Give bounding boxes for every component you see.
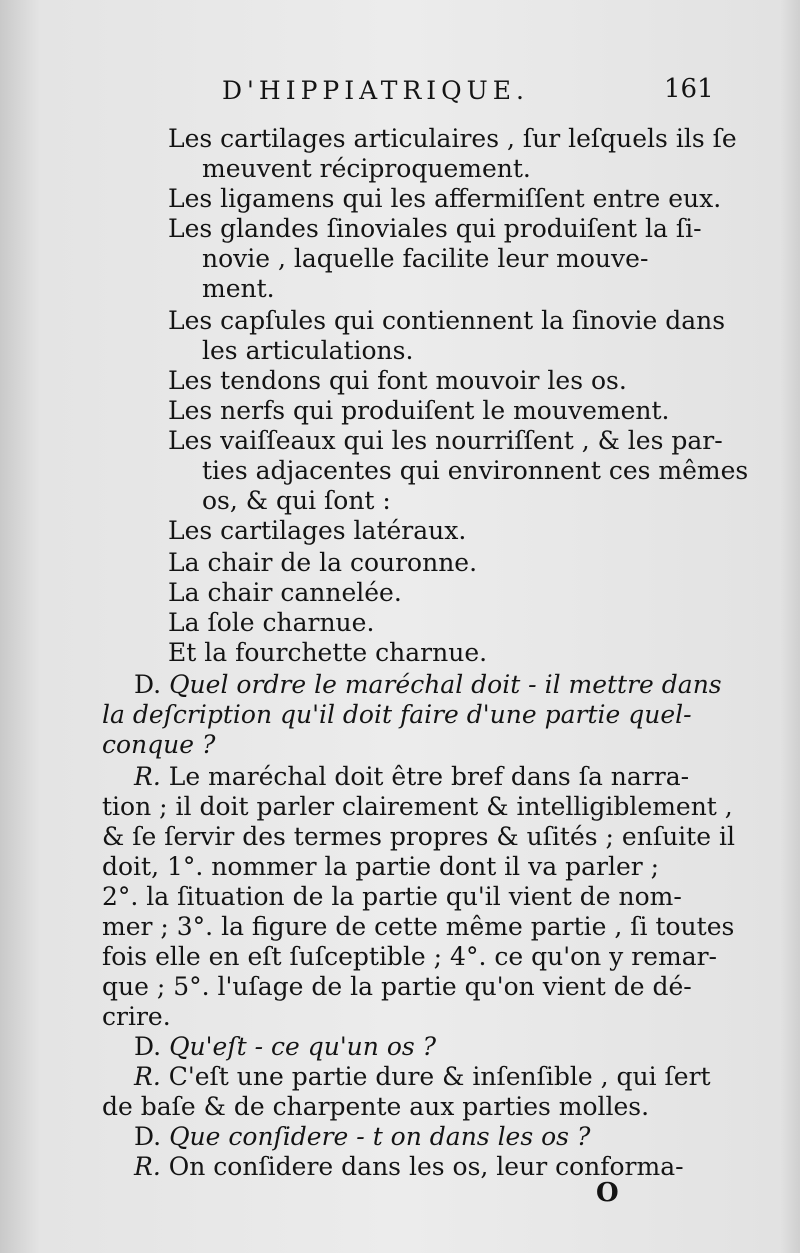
answer-2-line [134,1062,711,1092]
answer-lead: R. [134,1062,161,1091]
answer-1-line: & ſe ſervir des termes propres & uſités ; enſuite il [102,822,735,851]
list-line: Les cartilages latéraux. [168,516,467,545]
list-line: La chair cannelée. [168,578,402,607]
page-number: 161 [664,74,714,104]
question-lead: D. [134,1032,162,1061]
answer-1-line: tion ; il doit parler clairement & intelligiblement , [102,792,733,821]
answer-1-line: 2°. la ſituation de la partie qu'il vient de nom- [102,882,682,911]
answer-1-line: mer ; 3°. la figure de cette même partie , ſi toutes [102,912,735,941]
answer-lead: R. [134,762,161,791]
answer-1-line: que ; 5°. l'uſage de la partie qu'on vient de dé- [102,972,692,1001]
answer-2-line: de baſe & de charpente aux parties molles. [102,1092,650,1121]
question-text: Quel ordre le maréchal doit - il mettre dans [169,670,722,699]
signature-mark: O [596,1178,619,1208]
question-2-line [134,1032,436,1062]
list-line: ties adjacentes qui environnent ces mêmes [202,456,749,485]
answer-text: Le maréchal doit être bref dans ſa narra- [168,762,690,791]
list-line: os, & qui ſont : [202,486,391,515]
question-text: Qu'eſt - ce qu'un os ? [169,1032,437,1061]
running-title: D'HIPPIATRIQUE. [222,76,529,105]
list-line: Les nerfs qui produiſent le mouvement. [168,396,670,425]
list-line: Les tendons qui font mouvoir les os. [168,366,627,395]
list-line: La ſole charnue. [168,608,375,637]
question-1-line [134,670,722,700]
answer-text: On conſidere dans les os, leur conforma- [168,1152,684,1181]
answer-1-line: crire. [102,1002,171,1031]
answer-1-line [134,762,689,792]
list-line: Et la fourchette charnue. [168,638,488,667]
list-line: La chair de la couronne. [168,548,478,577]
list-line: Les ligamens qui les affermiſſent entre eux. [168,184,722,213]
list-line: meuvent réciproquement. [202,154,531,183]
answer-1-line: doit, 1°. nommer la partie dont il va parler ; [102,852,660,881]
answer-text: C'eſt une partie dure & inſenſible , qui ſert [168,1062,711,1091]
answer-lead: R. [134,1152,161,1181]
list-line: Les cartilages articulaires , ſur leſquels ils ſe [168,124,737,153]
list-line: Les vaiſſeaux qui les nourriſſent , & les par- [168,426,723,455]
list-line: novie , laquelle facilite leur mouve- [202,244,649,273]
list-line: Les capſules qui contiennent la ſinovie dans [168,306,726,335]
question-lead: D. [134,1122,162,1151]
question-lead: D. [134,670,162,699]
answer-1-line: fois elle en eſt ſuſceptible ; 4°. ce qu'on y remar- [102,942,717,971]
list-line: les articulations. [202,336,414,365]
question-3-line [134,1122,590,1152]
question-text: Que conſidere - t on dans les os ? [169,1122,591,1151]
question-1-line: la deſcription qu'il doit faire d'une partie quel- [102,700,692,729]
question-1-line: conque ? [102,730,216,759]
list-line: ment. [202,274,275,303]
list-line: Les glandes ſinoviales qui produiſent la ſi- [168,214,702,243]
